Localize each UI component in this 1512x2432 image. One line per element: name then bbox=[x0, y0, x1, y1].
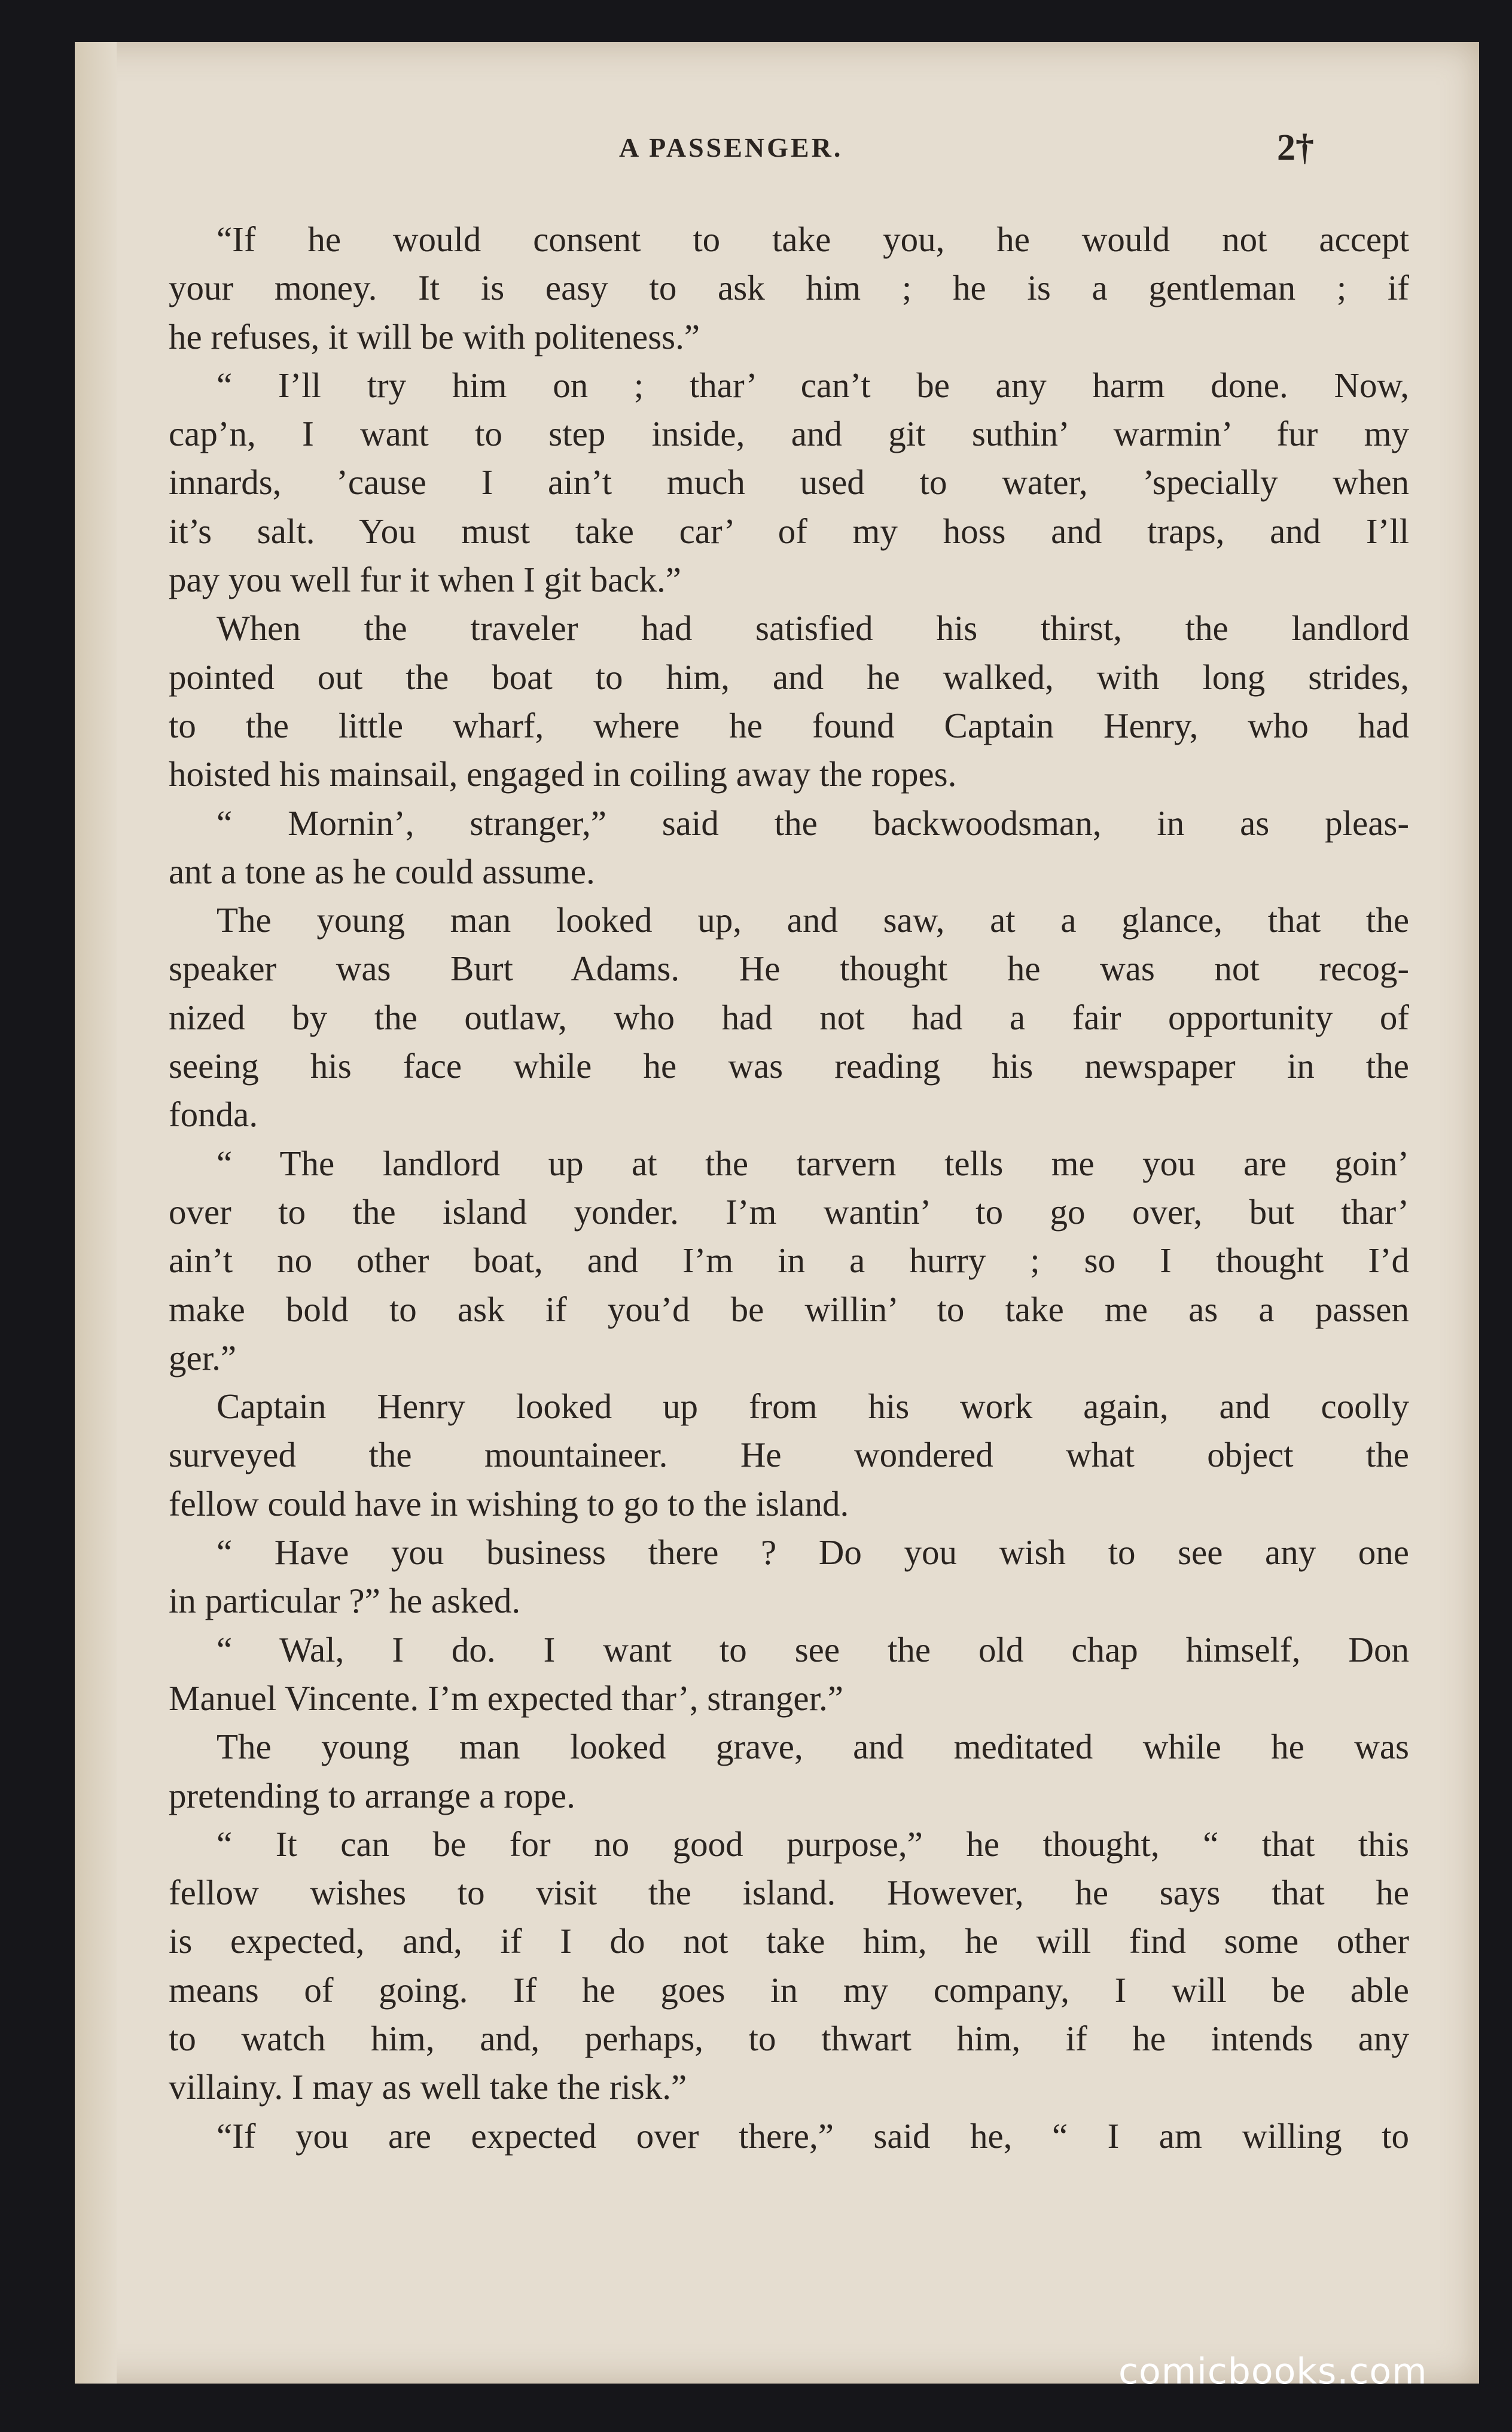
page-gutter bbox=[75, 42, 117, 2384]
text-line: The young man looked grave, and meditated while he was bbox=[217, 1727, 1409, 1767]
text-line: Manuel Vincente. I’m expected thar’, stranger.” bbox=[169, 1678, 843, 1718]
page-header bbox=[75, 127, 1479, 179]
text-line: in particular ?” he asked. bbox=[169, 1581, 521, 1621]
text-line: cap’n, I want to step inside, and git suthin’ warmin’ fur my bbox=[169, 414, 1409, 454]
text-line: “ Mornin’, stranger,” said the backwoodsman, in as pleas- bbox=[217, 803, 1409, 843]
text-line: to the little wharf, where he found Captain Henry, who had bbox=[169, 705, 1409, 745]
text-line: hoisted his mainsail, engaged in coiling away the ropes. bbox=[169, 754, 957, 794]
text-line: “ It can be for no good purpose,” he thought, “ that this bbox=[217, 1824, 1409, 1864]
text-line: surveyed the mountaineer. He wondered what object the bbox=[169, 1435, 1409, 1475]
text-line: pay you well fur it when I git back.” bbox=[169, 560, 681, 600]
text-line: make bold to ask if you’d be willin’ to take me as a passen bbox=[169, 1289, 1409, 1329]
text-line: pointed out the boat to him, and he walked, with long strides, bbox=[169, 657, 1409, 697]
text-line: When the traveler had satisfied his thirst, the landlord bbox=[217, 608, 1409, 648]
text-line: seeing his face while he was reading his newspaper in the bbox=[169, 1046, 1409, 1086]
text-line: ant a tone as he could assume. bbox=[169, 851, 595, 891]
text-line: means of going. If he goes in my company, I will be able bbox=[169, 1970, 1409, 2010]
text-line: villainy. I may as well take the risk.” bbox=[169, 2067, 687, 2107]
text-line: “ Wal, I do. I want to see the old chap himself, Don bbox=[217, 1629, 1409, 1669]
text-line: “ The landlord up at the tarvern tells me you are goin’ bbox=[217, 1143, 1409, 1183]
text-line: speaker was Burt Adams. He thought he was not recog- bbox=[169, 949, 1409, 989]
running-head: A PASSENGER. bbox=[619, 132, 843, 163]
text-line: your money. It is easy to ask him ; he is a gentleman ; if bbox=[169, 268, 1409, 308]
text-line: to watch him, and, perhaps, to thwart him, if he intends any bbox=[169, 2018, 1409, 2058]
text-line: fonda. bbox=[169, 1095, 258, 1135]
text-line: is expected, and, if I do not take him, he will find some other bbox=[169, 1921, 1409, 1961]
body-text bbox=[169, 215, 1409, 2160]
text-line: “ I’ll try him on ; thar’ can’t be any harm done. Now, bbox=[217, 365, 1409, 405]
text-line: “If he would consent to take you, he would not accept bbox=[217, 220, 1409, 259]
watermark: comicbooks.com bbox=[1118, 2351, 1428, 2393]
page-number: 2† bbox=[1277, 127, 1314, 168]
text-line: Captain Henry looked up from his work again, and coolly bbox=[217, 1386, 1409, 1427]
text-line: over to the island yonder. I’m wantin’ to go over, but thar’ bbox=[169, 1191, 1409, 1232]
text-line: innards, ’cause I ain’t much used to water, ’specially when bbox=[169, 462, 1409, 502]
text-line: The young man looked up, and saw, at a glance, that the bbox=[217, 900, 1409, 940]
text-line: pretending to arrange a rope. bbox=[169, 1775, 575, 1815]
text-line: it’s salt. You must take car’ of my hoss and traps, and I’ll bbox=[169, 511, 1409, 551]
text-line: ger.” bbox=[169, 1337, 237, 1377]
text-line: fellow could have in wishing to go to the island. bbox=[169, 1483, 849, 1523]
text-line: nized by the outlaw, who had not had a fair opportunity of bbox=[169, 997, 1409, 1037]
book-page bbox=[75, 42, 1479, 2384]
text-line: “ Have you business there ? Do you wish to see any one bbox=[217, 1532, 1409, 1572]
text-line: “If you are expected over there,” said he, “ I am willing to bbox=[217, 2116, 1409, 2156]
text-line: he refuses, it will be with politeness.” bbox=[169, 316, 700, 356]
text-line: ain’t no other boat, and I’m in a hurry ; so I thought I’d bbox=[169, 1241, 1409, 1281]
text-line: fellow wishes to visit the island. However, he says that he bbox=[169, 1873, 1409, 1913]
